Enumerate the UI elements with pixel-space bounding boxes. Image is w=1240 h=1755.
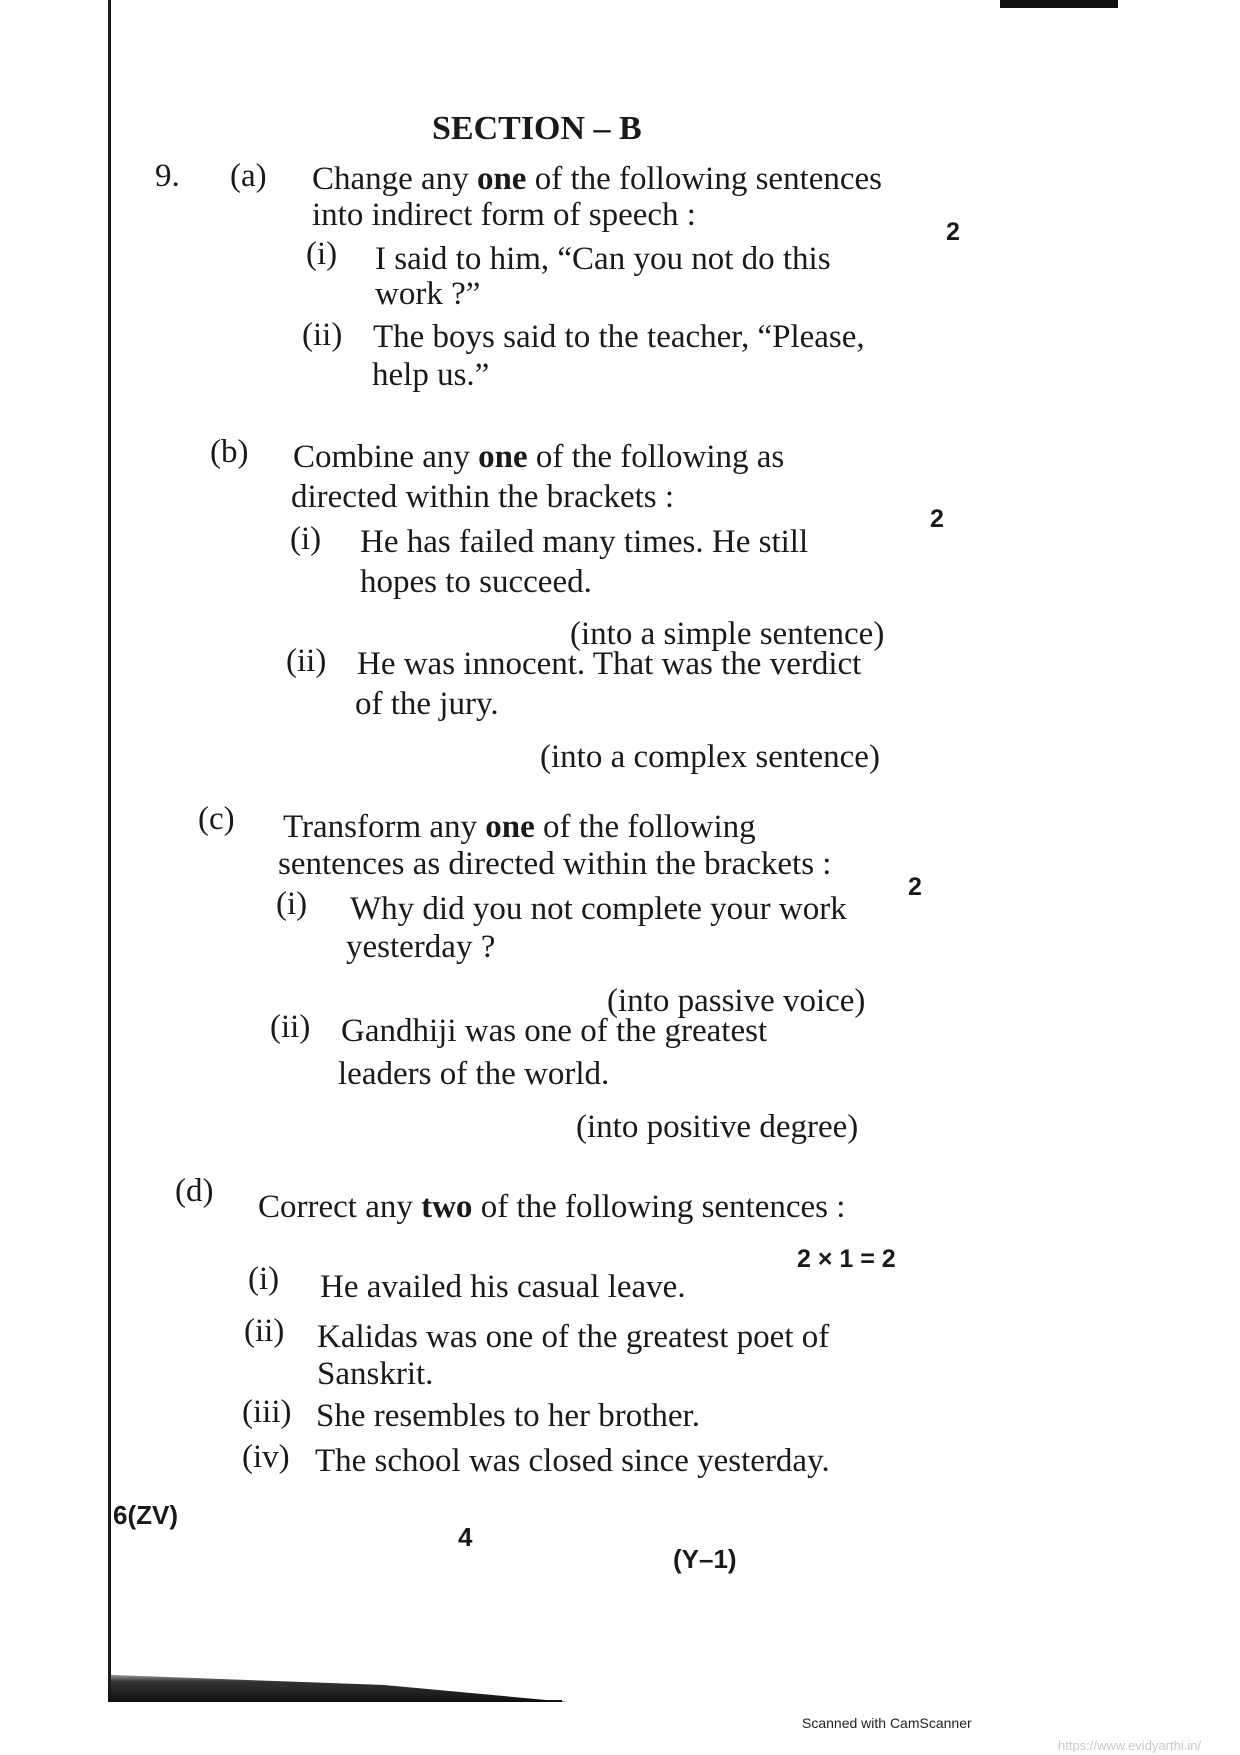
part-d-item-1-num: (i) [248,1261,280,1297]
part-c-item-1-line1: Why did you not complete your work [350,891,847,927]
part-d-item-3-line1: She resembles to her brother. [316,1398,700,1434]
part-b-item-2-line2: of the jury. [355,686,499,722]
part-d-item-1-line1: He availed his casual leave. [320,1269,686,1305]
part-a-label: (a) [230,158,267,194]
scan-line [500,1700,562,1702]
part-d-item-4-line1: The school was closed since yesterday. [315,1443,830,1479]
part-a-marks: 2 [946,218,960,246]
part-c-instruction-line1: Transform any one of the following [283,809,756,845]
part-a-item-2-num: (ii) [302,317,343,353]
part-c-item-1-num: (i) [276,886,308,922]
series-code: (Y–1) [673,1544,737,1574]
part-c-item-2-line2: leaders of the world. [338,1056,610,1092]
source-url[interactable]: https://www.evidyarthi.in/ [1058,1738,1202,1753]
part-c-item-1-line2: yesterday ? [346,929,496,965]
part-b-instruction-line1: Combine any one of the following as [293,439,785,475]
part-a-instruction-line2: into indirect form of speech : [312,197,696,233]
part-b-label: (b) [210,434,249,470]
part-b-item-2-direction: (into a complex sentence) [540,739,880,775]
part-d-label: (d) [175,1173,214,1209]
part-c-item-2-line1: Gandhiji was one of the greatest [341,1013,768,1049]
part-a-instruction-line1: Change any one of the following sentences [312,161,883,197]
part-c-label: (c) [198,801,235,837]
page-number: 4 [458,1522,473,1552]
part-d-item-2-line2: Sanskrit. [317,1356,434,1392]
part-c-marks: 2 [908,873,922,901]
part-b-item-1-line1: He has failed many times. He still [360,524,809,560]
part-d-marks: 2 × 1 = 2 [797,1245,896,1273]
section-title: SECTION – B [432,110,642,147]
part-a-item-1-line2: work ?” [375,276,481,312]
part-d-item-2-line1: Kalidas was one of the greatest poet of [317,1319,830,1355]
scan-edge [1000,0,1118,8]
part-c-item-1-direction: (into passive voice) [607,983,866,1019]
part-d-item-4-num: (iv) [242,1439,290,1475]
part-a-item-2-line1: The boys said to the teacher, “Please, [373,319,865,355]
part-b-instruction-line2: directed within the brackets : [291,479,675,515]
part-d-instruction: Correct any two of the following sentences : [258,1189,846,1225]
part-c-item-2-num: (ii) [270,1009,311,1045]
part-b-item-2-num: (ii) [286,643,327,679]
part-b-item-1-num: (i) [290,521,322,557]
scanner-credit: Scanned with CamScanner [802,1715,972,1731]
part-b-item-2-line1: He was innocent. That was the verdict [357,646,862,682]
part-b-marks: 2 [930,505,944,533]
part-b-item-1-line2: hopes to succeed. [360,564,592,600]
part-c-item-2-direction: (into positive degree) [576,1109,859,1145]
question-number: 9. [155,158,180,194]
part-b-item-1-direction: (into a simple sentence) [570,616,885,652]
part-d-item-2-num: (ii) [244,1313,285,1349]
part-a-item-1-num: (i) [306,236,338,272]
paper-code: 6(ZV) [113,1500,178,1530]
part-a-item-1-line1: I said to him, “Can you not do this [375,241,831,277]
part-d-item-3-num: (iii) [242,1394,292,1430]
part-a-item-2-line2: help us.” [372,357,490,393]
part-c-instruction-line2: sentences as directed within the brackets : [278,846,832,882]
